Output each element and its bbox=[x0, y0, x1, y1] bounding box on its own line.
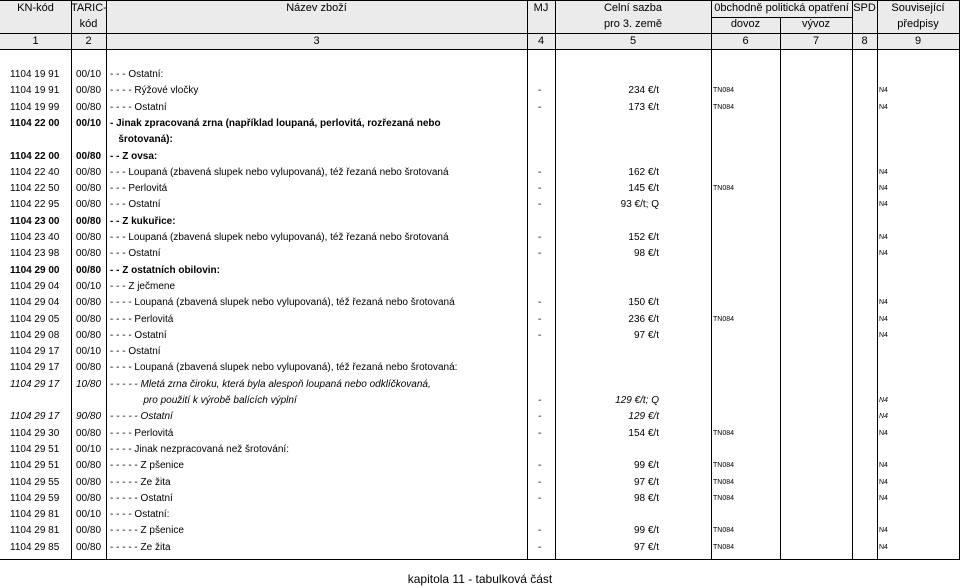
import-measure: TN084 bbox=[713, 103, 735, 111]
header-divider bbox=[0, 33, 960, 34]
page-footer: kapitola 11 - tabulková část bbox=[407, 572, 553, 586]
unit: - bbox=[538, 492, 542, 504]
related-note: N4 bbox=[879, 234, 888, 241]
header-taric: TARIC- bbox=[71, 2, 107, 14]
goods-name: - - - - Rýžové vločky bbox=[110, 85, 199, 97]
goods-name: - - - - Loupaná (zbavená slupek nebo vylupovaná), též řezaná nebo šrotovaná bbox=[110, 297, 455, 309]
taric-code: 00/80 bbox=[76, 541, 102, 553]
header-taric-code: kód bbox=[79, 18, 98, 30]
unit: - bbox=[538, 541, 542, 553]
duty-rate: 98 €/t bbox=[633, 492, 659, 504]
kn-code: 1104 29 08 bbox=[10, 329, 60, 341]
goods-name: - - - - - Mletá zrna čiroku, která byla alespoň loupaná nebo odklíčkovaná, bbox=[110, 378, 431, 390]
kn-code: 1104 29 00 bbox=[10, 264, 60, 276]
header-third-countries: pro 3. země bbox=[603, 18, 663, 30]
goods-name: pro použití k výrobě balících výplní bbox=[110, 395, 297, 406]
taric-code: 00/80 bbox=[76, 427, 102, 439]
kn-code: 1104 29 17 bbox=[10, 362, 60, 374]
header-regulations: předpisy bbox=[897, 18, 939, 30]
duty-rate: 99 €/t bbox=[633, 525, 659, 537]
kn-code: 1104 19 91 bbox=[10, 69, 60, 80]
taric-code: 00/80 bbox=[76, 362, 102, 374]
goods-name: - - - - - Z pšenice bbox=[110, 460, 184, 472]
table-row bbox=[0, 377, 960, 393]
table-row bbox=[0, 360, 960, 376]
goods-name: - - - Z ječmene bbox=[110, 280, 176, 292]
table-row bbox=[0, 312, 960, 328]
table-row bbox=[0, 181, 960, 197]
table-row bbox=[0, 344, 960, 360]
table-row bbox=[0, 409, 960, 425]
unit: - bbox=[538, 313, 542, 325]
unit: - bbox=[538, 199, 542, 211]
table-bottom-border bbox=[0, 559, 960, 560]
unit: - bbox=[538, 183, 542, 195]
kn-code: 1104 22 00 bbox=[10, 117, 60, 129]
taric-code: 00/10 bbox=[76, 509, 102, 521]
duty-rate: 97 €/t bbox=[633, 541, 659, 553]
goods-name: - - - - Ostatní bbox=[110, 329, 167, 341]
table-row bbox=[0, 458, 960, 474]
duty-rate: 97 €/t bbox=[633, 476, 659, 488]
related-note: N4 bbox=[879, 315, 888, 323]
duty-rate: 97 €/t bbox=[633, 329, 659, 341]
table-row bbox=[0, 132, 960, 148]
related-note: N4 bbox=[879, 429, 888, 437]
goods-name: - - - - Ostatní bbox=[110, 101, 167, 113]
unit: - bbox=[538, 460, 542, 472]
goods-name: šrotovaná): bbox=[110, 134, 173, 146]
table-row bbox=[0, 328, 960, 344]
col-number-8: 8 bbox=[861, 35, 868, 47]
goods-name: - - - - Loupaná (zbavená slupek nebo vylupovaná), též řezaná nebo šrotovaná: bbox=[110, 362, 458, 374]
related-note: N4 bbox=[879, 201, 888, 209]
col-number-3: 3 bbox=[313, 35, 320, 47]
kn-code: 1104 19 99 bbox=[10, 101, 60, 113]
table-row bbox=[0, 214, 960, 230]
kn-code: 1104 29 04 bbox=[10, 297, 60, 309]
taric-code: 00/10 bbox=[76, 280, 102, 292]
taric-code: 00/80 bbox=[76, 476, 102, 488]
goods-name: - - - - Perlovitá bbox=[110, 427, 174, 439]
kn-code: 1104 29 85 bbox=[10, 541, 60, 553]
goods-name: - - - - - Z pšenice bbox=[110, 525, 184, 537]
related-note: N4 bbox=[879, 527, 888, 535]
duty-rate: 154 €/t bbox=[628, 427, 659, 439]
related-note: N4 bbox=[879, 413, 888, 421]
related-note: N4 bbox=[879, 494, 888, 502]
import-measure: TN084 bbox=[713, 185, 735, 193]
header-goods-name: Název zboží bbox=[286, 2, 347, 14]
goods-name: - - - Perlovitá bbox=[110, 183, 168, 195]
table-row bbox=[0, 393, 960, 409]
taric-code: 00/80 bbox=[76, 313, 102, 325]
kn-code: 1104 29 17 bbox=[10, 411, 60, 423]
kn-code: 1104 22 50 bbox=[10, 183, 60, 195]
goods-name: - - - - - Ostatní bbox=[110, 492, 173, 504]
table-row bbox=[0, 279, 960, 295]
kn-code: 1104 23 40 bbox=[10, 232, 60, 243]
kn-code: 1104 29 51 bbox=[10, 443, 60, 455]
duty-rate: 162 €/t bbox=[628, 166, 659, 178]
table-row bbox=[0, 83, 960, 99]
import-measure: TN084 bbox=[713, 478, 735, 486]
related-note: N4 bbox=[879, 543, 888, 551]
taric-code: 00/80 bbox=[76, 215, 102, 227]
taric-code: 00/10 bbox=[76, 346, 102, 358]
unit: - bbox=[538, 85, 542, 97]
taric-code: 00/80 bbox=[76, 232, 102, 243]
taric-code: 00/80 bbox=[76, 525, 102, 537]
duty-rate: 236 €/t bbox=[628, 313, 659, 325]
related-note: N4 bbox=[879, 462, 888, 470]
taric-code: 00/10 bbox=[76, 117, 102, 129]
related-note: N4 bbox=[879, 168, 888, 176]
taric-code: 00/80 bbox=[76, 264, 102, 276]
goods-name: - - - - Perlovitá bbox=[110, 313, 174, 325]
related-note: N4 bbox=[879, 478, 888, 486]
kn-code: 1104 29 81 bbox=[10, 525, 60, 537]
table-row bbox=[0, 523, 960, 539]
col-number-9: 9 bbox=[914, 35, 922, 47]
related-note: N4 bbox=[879, 397, 888, 404]
unit: - bbox=[538, 525, 542, 537]
table-row bbox=[0, 475, 960, 491]
unit: - bbox=[538, 248, 542, 260]
unit: - bbox=[538, 411, 542, 423]
header-mj: MJ bbox=[533, 2, 549, 14]
duty-rate: 129 €/t; Q bbox=[615, 395, 659, 406]
taric-code: 00/80 bbox=[76, 297, 102, 309]
unit: - bbox=[538, 297, 542, 309]
goods-name: - - - Ostatní bbox=[110, 199, 161, 211]
unit: - bbox=[538, 476, 542, 488]
kn-code: 1104 22 95 bbox=[10, 199, 60, 211]
table-row bbox=[0, 442, 960, 458]
duty-rate: 98 €/t bbox=[633, 248, 659, 260]
import-measure: TN084 bbox=[713, 315, 735, 323]
kn-code: 1104 23 00 bbox=[10, 215, 60, 227]
related-note: N4 bbox=[879, 103, 888, 111]
header-trade-measures: 0bchodně politická opatření bbox=[714, 2, 849, 14]
taric-code: 10/80 bbox=[76, 378, 102, 390]
duty-rate: 99 €/t bbox=[633, 460, 659, 472]
kn-code: 1104 29 30 bbox=[10, 427, 60, 439]
col-number-1: 1 bbox=[32, 35, 39, 47]
goods-name: - - Z ostatních obilovin: bbox=[110, 264, 220, 276]
kn-code: 1104 29 05 bbox=[10, 313, 60, 325]
related-note: N4 bbox=[879, 250, 888, 258]
header-export: vývoz bbox=[801, 18, 831, 30]
related-note: N4 bbox=[879, 185, 888, 193]
table-row bbox=[0, 116, 960, 132]
table-row bbox=[0, 295, 960, 311]
kn-code: 1104 29 55 bbox=[10, 476, 60, 488]
goods-name: - - - - Ostatní: bbox=[110, 509, 170, 521]
kn-code: 1104 29 04 bbox=[10, 280, 60, 292]
table-row bbox=[0, 100, 960, 116]
goods-name: - - - Ostatní bbox=[110, 248, 161, 260]
col-number-7: 7 bbox=[812, 35, 820, 47]
unit: - bbox=[538, 166, 542, 178]
table-row bbox=[0, 246, 960, 262]
kn-code: 1104 29 17 bbox=[10, 378, 60, 390]
duty-rate: 129 €/t bbox=[628, 411, 659, 423]
kn-code: 1104 23 98 bbox=[10, 248, 60, 260]
goods-name: - - - Loupaná (zbavená slupek nebo vylupovaná), též řezaná nebo šrotovaná bbox=[110, 232, 449, 243]
duty-rate: 152 €/t bbox=[628, 232, 659, 243]
table-row bbox=[0, 491, 960, 507]
import-measure: TN084 bbox=[713, 462, 735, 470]
header-duty-rate: Celní sazba bbox=[603, 2, 663, 14]
kn-code: 1104 29 59 bbox=[10, 492, 60, 504]
col-number-5: 5 bbox=[629, 35, 637, 47]
duty-rate: 173 €/t bbox=[628, 101, 659, 113]
unit: - bbox=[538, 427, 542, 439]
goods-name: - - - - Jinak nezpracovaná než šrotování: bbox=[110, 443, 289, 455]
taric-code: 90/80 bbox=[76, 411, 102, 423]
kn-code: 1104 22 00 bbox=[10, 150, 60, 162]
taric-code: 00/80 bbox=[76, 248, 102, 260]
header-bottom-border bbox=[0, 49, 960, 50]
goods-name: - - Z kukuřice: bbox=[110, 215, 176, 227]
unit: - bbox=[538, 329, 542, 341]
goods-name: - - - - - Ostatní bbox=[110, 411, 173, 423]
kn-code: 1104 29 51 bbox=[10, 460, 60, 472]
kn-code: 1104 29 81 bbox=[10, 509, 60, 521]
taric-code: 00/10 bbox=[76, 69, 102, 80]
import-measure: TN084 bbox=[713, 527, 735, 535]
header-top-border bbox=[0, 0, 960, 1]
table-row bbox=[0, 165, 960, 181]
taric-code: 00/80 bbox=[76, 85, 102, 97]
table-row bbox=[0, 540, 960, 556]
taric-code: 00/80 bbox=[76, 492, 102, 504]
col-number-4: 4 bbox=[537, 35, 545, 47]
taric-code: 00/10 bbox=[76, 443, 102, 455]
kn-code: 1104 19 91 bbox=[10, 85, 60, 97]
related-note: N4 bbox=[879, 331, 888, 339]
duty-rate: 150 €/t bbox=[628, 297, 659, 309]
table-row bbox=[0, 263, 960, 279]
goods-name: - - Z ovsa: bbox=[110, 150, 158, 162]
goods-name: - - - Ostatní: bbox=[110, 69, 164, 80]
related-note: N4 bbox=[879, 87, 888, 95]
goods-name: - - - Loupaná (zbavená slupek nebo vylupovaná), též řezaná nebo šrotovaná bbox=[110, 166, 449, 178]
table-row bbox=[0, 197, 960, 213]
kn-code: 1104 22 40 bbox=[10, 166, 60, 178]
unit: - bbox=[538, 101, 542, 113]
taric-code: 00/80 bbox=[76, 329, 102, 341]
taric-code: 00/80 bbox=[76, 199, 102, 211]
table-row bbox=[0, 230, 960, 246]
header-import: dovoz bbox=[730, 18, 761, 30]
taric-code: 00/80 bbox=[76, 150, 102, 162]
header-kn-code: KN-kód bbox=[17, 2, 54, 14]
goods-name: - - - - - Ze žita bbox=[110, 541, 171, 553]
header-related: Související bbox=[891, 2, 945, 14]
taric-code: 00/80 bbox=[76, 183, 102, 195]
taric-code: 00/80 bbox=[76, 101, 102, 113]
import-measure: TN084 bbox=[713, 543, 735, 551]
table-row bbox=[0, 426, 960, 442]
duty-rate: 145 €/t bbox=[628, 183, 659, 195]
duty-rate: 234 €/t bbox=[628, 85, 659, 97]
import-measure: TN084 bbox=[713, 494, 735, 502]
col-number-2: 2 bbox=[85, 35, 92, 47]
table-row bbox=[0, 67, 960, 83]
taric-code: 00/80 bbox=[76, 166, 102, 178]
table-row bbox=[0, 149, 960, 165]
unit: - bbox=[538, 395, 542, 406]
goods-name: - - - - - Ze žita bbox=[110, 476, 171, 488]
goods-name: - Jinak zpracovaná zrna (například loupaná, perlovitá, rozřezaná nebo bbox=[110, 117, 441, 129]
duty-rate: 93 €/t; Q bbox=[620, 199, 659, 211]
kn-code: 1104 29 17 bbox=[10, 346, 60, 358]
goods-name: - - - Ostatní bbox=[110, 346, 161, 358]
import-measure: TN084 bbox=[713, 87, 735, 95]
table-row bbox=[0, 507, 960, 523]
header-spd: SPD bbox=[853, 2, 876, 14]
col-number-6: 6 bbox=[742, 35, 749, 47]
related-note: N4 bbox=[879, 299, 888, 307]
import-measure: TN084 bbox=[713, 429, 735, 437]
taric-code: 00/80 bbox=[76, 460, 102, 472]
unit: - bbox=[538, 232, 542, 243]
